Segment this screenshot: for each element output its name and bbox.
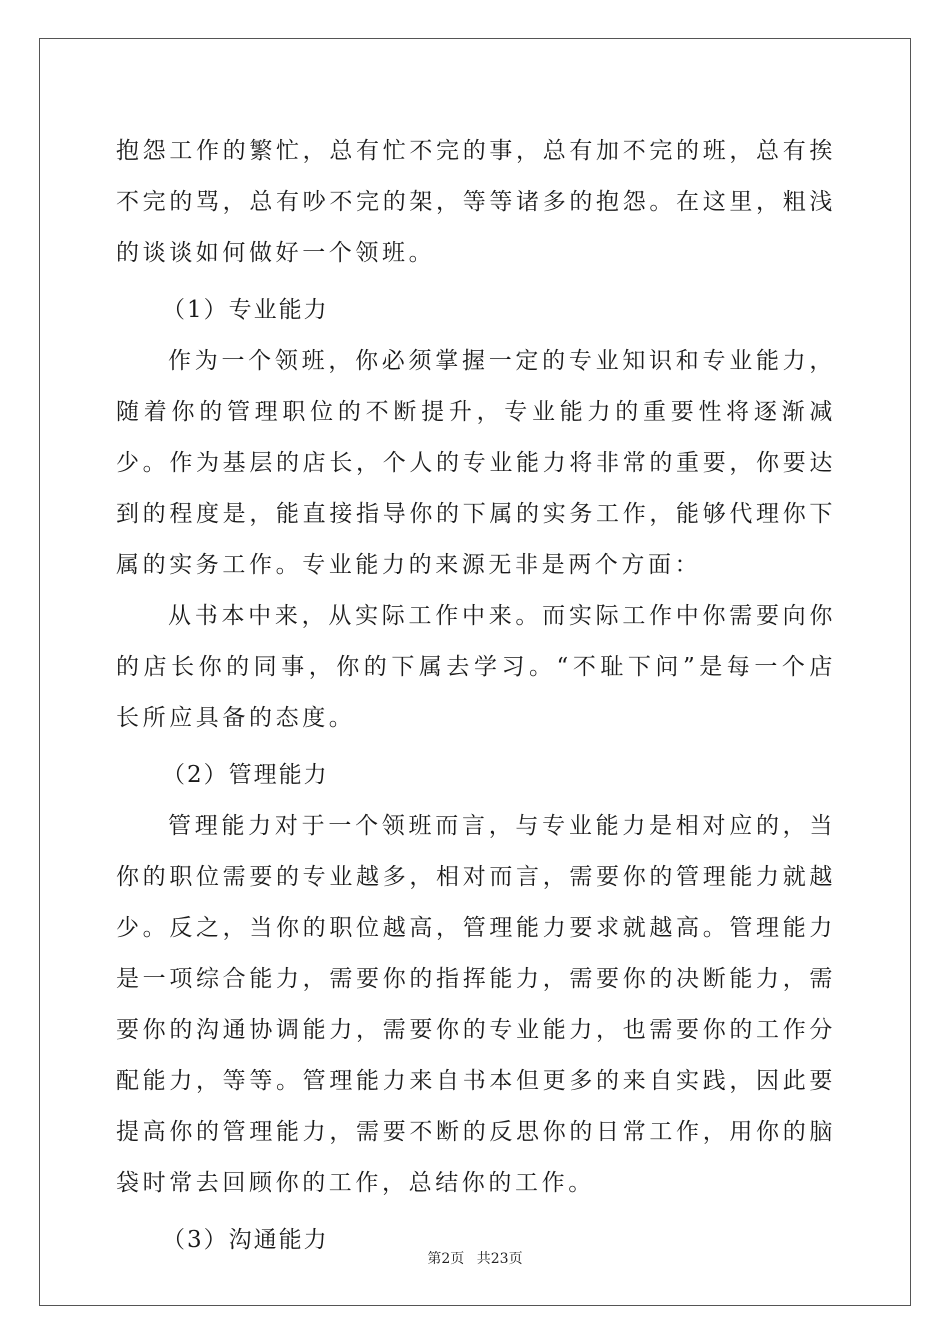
section-heading-professional: （1）专业能力 [162,297,329,323]
paragraph-learning: 从书本中来，从实际工作中来。而实际工作中你需要向你的店长你的同事，你的下属去学习。“不耻下问”是每一个店长所应具备的态度。 [116,603,836,731]
page-number: 第2页 [427,1251,465,1267]
page-footer [0,1248,950,1268]
paragraph-management: 管理能力对于一个领班而言，与专业能力是相对应的，当你的职位需要的专业越多，相对而言，需要你的管理能力就越少。反之，当你的职位越高，管理能力要求就越高。管理能力是一项综合能力，需要你的指挥能力，需要你的决断能力，需要你的沟通协调能力，需要你的专业能力，也需要你的工作分配能力，等等。管理能力来自书本但更多的来自实践，因此要提高你的管理能力，需要不断的反思你的日常工作，用你的脑袋时常去回顾你的工作，总结你的工作。 [116,813,836,1196]
paragraph-professional: 作为一个领班，你必须掌握一定的专业知识和专业能力，随着你的管理职位的不断提升，专业能力的重要性将逐渐减少。作为基层的店长，个人的专业能力将非常的重要，你要达到的程度是，能直接指导你的下属的实务工作，能够代理你下属的实务工作。专业能力的来源无非是两个方面： [116,348,836,578]
section-heading-management: （2）管理能力 [162,762,329,788]
paragraph-intro: 抱怨工作的繁忙，总有忙不完的事，总有加不完的班，总有挨不完的骂，总有吵不完的架，等等诸多的抱怨。在这里，粗浅的谈谈如何做好一个领班。 [116,138,836,266]
document-body [116,126,836,1266]
page-total: 共23页 [476,1251,523,1267]
section-heading-communication: （3）沟通能力 [162,1227,329,1253]
